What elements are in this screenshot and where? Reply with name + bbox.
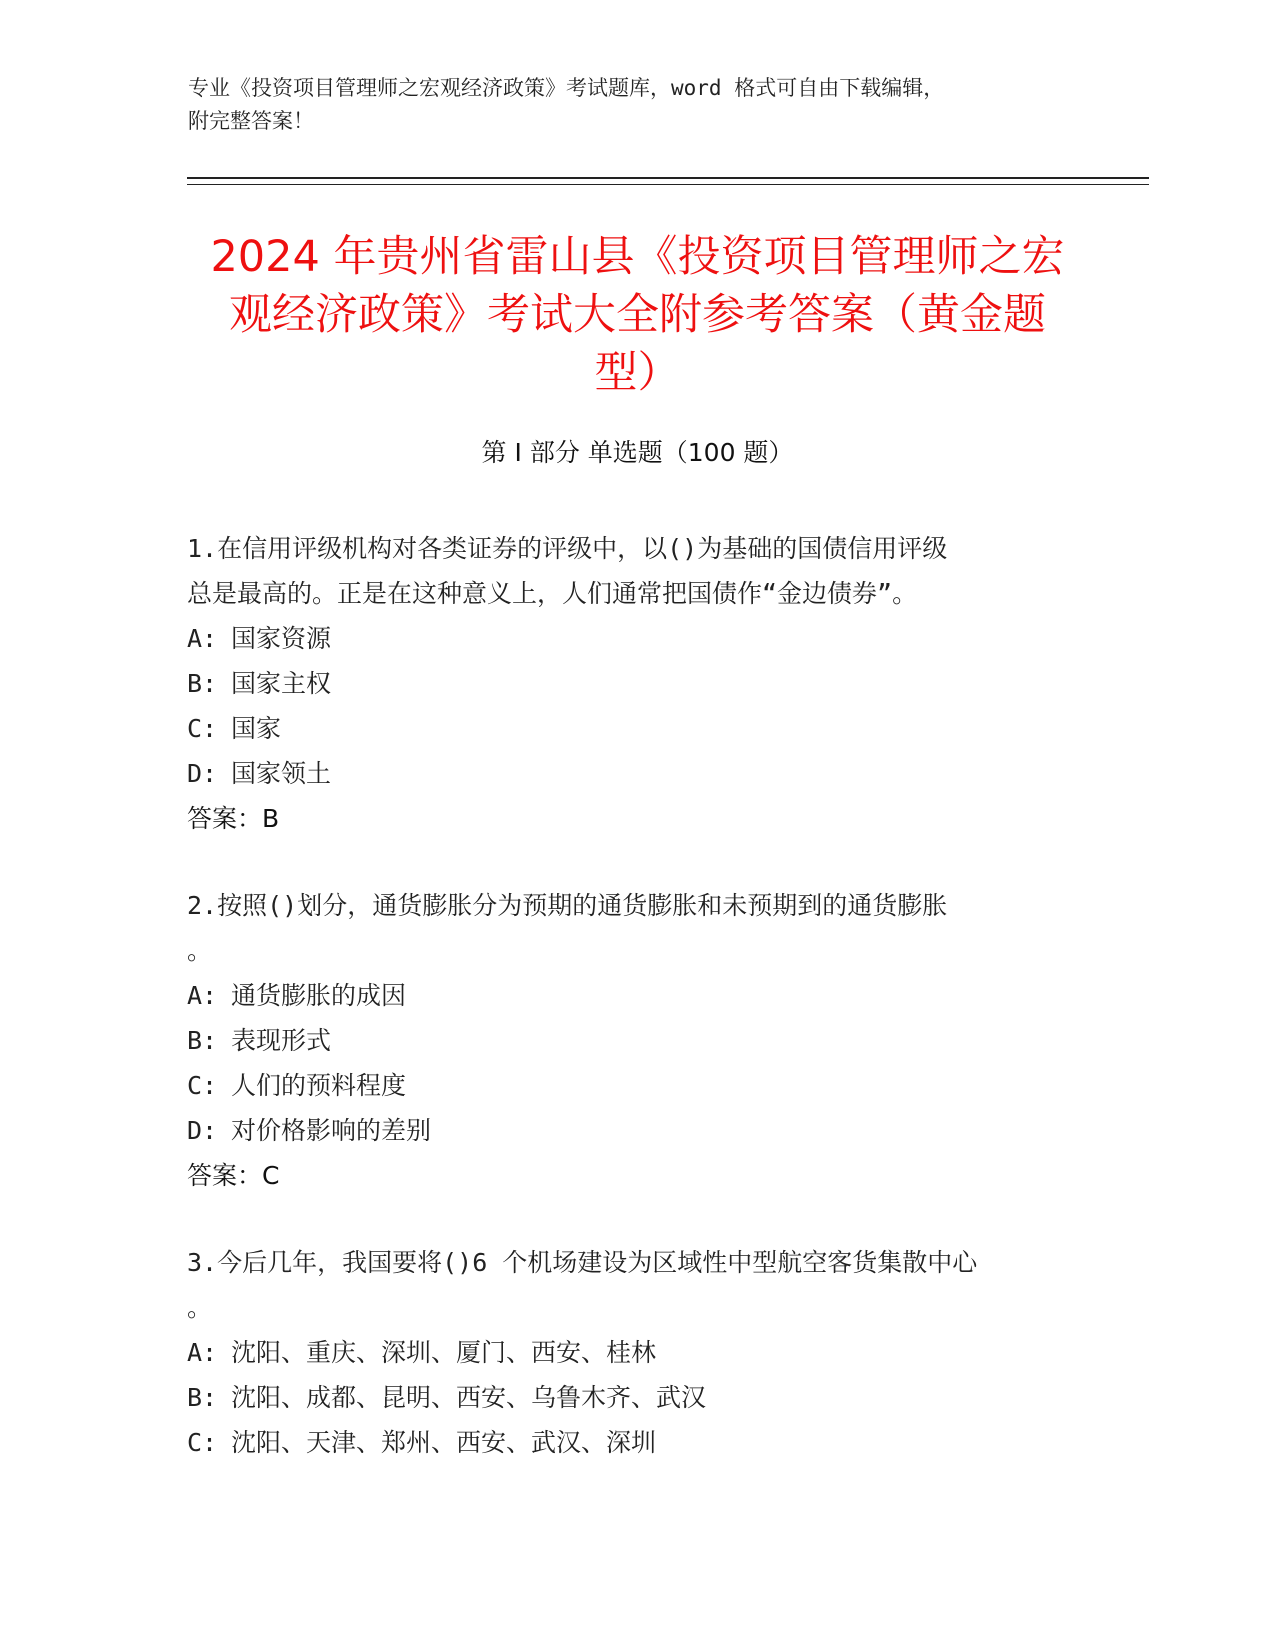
option-letter: B:: [187, 1383, 218, 1412]
answer-line: 答案：C: [187, 1161, 280, 1190]
option-c: [187, 1063, 1087, 1108]
option-d: [187, 1108, 1087, 1153]
question-3: [187, 1240, 1087, 1465]
option-letter: B:: [187, 669, 218, 698]
option-c: [187, 706, 1087, 751]
question-stem-line: 。: [187, 936, 213, 965]
header-rule-thick: [187, 177, 1149, 179]
question-list: [187, 526, 1087, 1507]
option-letter: B:: [187, 1026, 218, 1055]
title-line: 2024 年贵州省雷山县《投资项目管理师之宏: [210, 232, 1065, 282]
option-text: 通货膨胀的成因: [231, 981, 407, 1010]
option-letter: A:: [187, 981, 218, 1010]
question-stem-line: 总是最高的。正是在这种意义上，人们通常把国债作“金边债券”。: [187, 579, 918, 608]
option-a: [187, 616, 1087, 661]
option-letter: A:: [187, 1338, 218, 1367]
option-text: 沈阳、天津、郑州、西安、武汉、深圳: [231, 1428, 657, 1457]
question-stem-line: 。: [187, 1293, 213, 1322]
option-c: [187, 1420, 1087, 1465]
option-a: [187, 1330, 1087, 1375]
option-b: [187, 1018, 1087, 1063]
option-letter: D:: [187, 759, 218, 788]
option-letter: D:: [187, 1116, 218, 1145]
option-text: 沈阳、成都、昆明、西安、乌鲁木齐、武汉: [231, 1383, 707, 1412]
question-stem-line: 2.按照()划分，通货膨胀分为预期的通货膨胀和未预期到的通货膨胀: [187, 891, 948, 920]
option-a: [187, 973, 1087, 1018]
option-text: 国家资源: [231, 624, 332, 653]
answer-line: 答案：B: [187, 804, 280, 833]
title-line: 观经济政策》考试大全附参考答案（黄金题: [229, 290, 1046, 340]
option-text: 表现形式: [231, 1026, 332, 1055]
option-letter: C:: [187, 1071, 218, 1100]
option-b: [187, 1375, 1087, 1420]
question-1: [187, 526, 1087, 841]
question-stem-line: 1.在信用评级机构对各类证券的评级中，以()为基础的国债信用评级: [187, 534, 948, 563]
option-d: [187, 751, 1087, 796]
question-2: [187, 883, 1087, 1198]
option-text: 国家主权: [231, 669, 332, 698]
option-text: 国家: [231, 714, 282, 743]
option-letter: A:: [187, 624, 218, 653]
option-text: 对价格影响的差别: [231, 1116, 432, 1145]
section-heading: 第 I 部分 单选题（100 题）: [481, 438, 794, 467]
header-rule-thin: [187, 184, 1149, 185]
question-stem-line: 3.今后几年，我国要将()6 个机场建设为区域性中型航空客货集散中心: [187, 1248, 978, 1277]
option-text: 国家领土: [231, 759, 332, 788]
option-letter: C:: [187, 1428, 218, 1457]
option-text: 人们的预料程度: [231, 1071, 407, 1100]
option-letter: C:: [187, 714, 218, 743]
option-text: 沈阳、重庆、深圳、厦门、西安、桂林: [231, 1338, 657, 1367]
option-b: [187, 661, 1087, 706]
document-title: [150, 228, 1125, 402]
header-note-line: 专业《投资项目管理师之宏观经济政策》考试题库，word 格式可自由下载编辑，: [188, 76, 945, 100]
title-line: 型）: [594, 348, 681, 398]
header-note: [188, 72, 1068, 138]
header-note-line: 附完整答案！: [188, 109, 314, 133]
